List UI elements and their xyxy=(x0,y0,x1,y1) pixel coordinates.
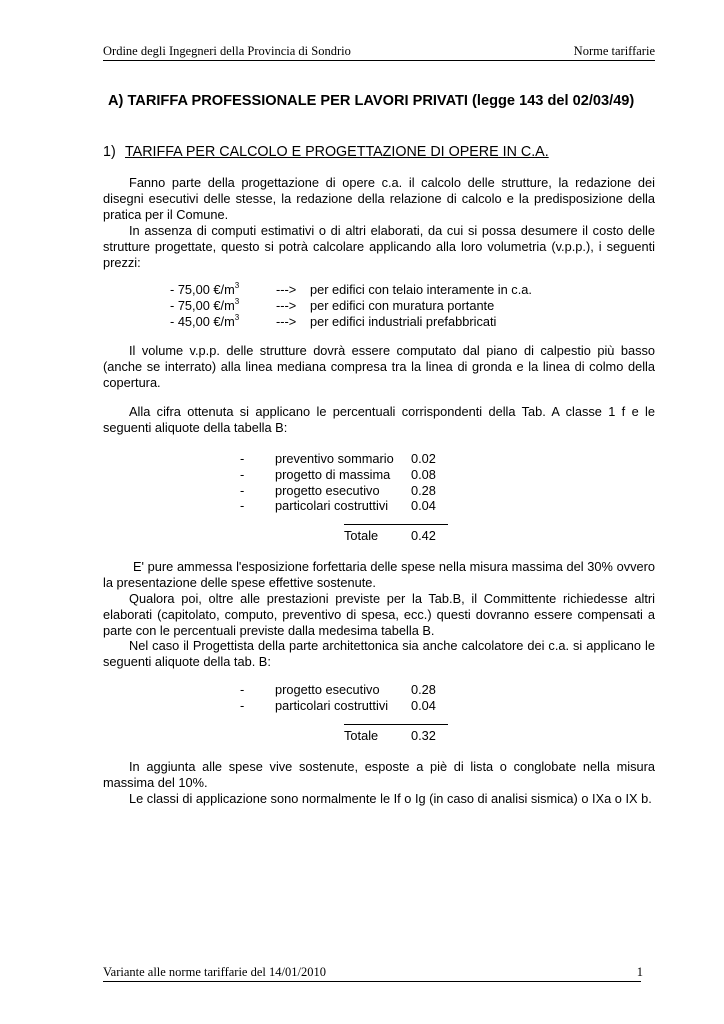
page-header xyxy=(103,44,655,61)
price-arrow: ---> xyxy=(276,282,297,297)
header-document-title: Norme tariffarie xyxy=(573,44,655,58)
row-label: preventivo sommario xyxy=(275,451,394,466)
paragraph-8: In aggiunta alle spese vive sostenute, esposte a piè di lista o conglobate nella misura massima del 10%. xyxy=(103,759,655,790)
table1-row: - progetto esecutivo 0.28 xyxy=(240,483,436,498)
table1-total xyxy=(344,528,436,544)
paragraph-5: E' pure ammessa l'esposizione forfettaria delle spese nella misura massima del 30% ovvero la presentazione delle spese effettive sostenute. xyxy=(103,559,655,590)
table2-row: - particolari costruttivi 0.04 xyxy=(240,698,436,713)
row-value: 0.04 xyxy=(411,698,436,713)
paragraph-3: Il volume v.p.p. delle strutture dovrà essere computato dal piano di calpestio più basso (anche se interrato) alla linea mediana compresa tra la linea di gronda e la linea di colmo della copertura. xyxy=(103,343,655,390)
price-line-2 xyxy=(170,298,494,314)
paragraph-9: Le classi di applicazione sono normalmente le If o Ig (in caso di analisi sismica) o IXa o IX b. xyxy=(129,791,652,806)
price-value: - 75,00 $€/m^3$ xyxy=(170,297,240,313)
total-label: Totale xyxy=(344,528,379,543)
total-label: Totale xyxy=(344,728,379,743)
section-title xyxy=(103,144,549,160)
price-description: per edifici con telaio interamente in c.a. xyxy=(310,282,532,297)
footer-rule xyxy=(103,981,565,982)
table1-row: - particolari costruttivi 0.04 xyxy=(240,498,436,513)
paragraph-7: Nel caso il Progettista della parte architettonica sia anche calcolatore dei c.a. si applicano le seguenti aliquote della tab. B: xyxy=(103,638,655,669)
row-label: particolari costruttivi xyxy=(275,498,389,513)
row-value: 0.02 xyxy=(411,451,436,466)
total-value: 0.32 xyxy=(411,728,436,743)
row-value: 0.08 xyxy=(411,467,436,482)
row-label: particolari costruttivi xyxy=(275,698,389,713)
footer-revision: Variante alle norme tariffarie del 14/01/2010 xyxy=(103,965,326,979)
row-value: 0.28 xyxy=(411,682,436,697)
main-title: A) TARIFFA PROFESSIONALE PER LAVORI PRIVATI (legge 143 del 02/03/49) xyxy=(108,93,635,109)
row-value: 0.04 xyxy=(411,498,436,513)
price-value: - 75,00 $€/m^3$ xyxy=(170,281,240,297)
paragraph-6: Qualora poi, oltre alle prestazioni previste per la Tab.B, il Committente richiedesse altri elaborati (capitolato, computo, preventivo di spesa, ecc.) questi dovranno essere compensati a parte con le percentuali previste dalla medesima tabella B. xyxy=(103,591,655,638)
price-line-1 xyxy=(170,282,532,298)
page-number: 1 xyxy=(636,965,643,979)
table1-row: - preventivo sommario 0.02 xyxy=(240,451,436,466)
table1-total-rule xyxy=(344,524,448,525)
footer-rule xyxy=(565,981,641,982)
table2-row: - progetto esecutivo 0.28 xyxy=(240,682,436,697)
row-label: progetto di massima xyxy=(275,467,391,482)
section-number: 1) xyxy=(103,144,116,160)
price-arrow: ---> xyxy=(276,314,297,329)
price-arrow: ---> xyxy=(276,298,297,313)
price-line-3 xyxy=(170,314,496,330)
table1-row: - progetto di massima 0.08 xyxy=(240,467,436,482)
row-value: 0.28 xyxy=(411,483,436,498)
row-label: progetto esecutivo xyxy=(275,682,380,697)
header-organization: Ordine degli Ingegneri della Provincia di Sondrio xyxy=(103,44,351,58)
price-description: per edifici industriali prefabbricati xyxy=(310,314,497,329)
paragraph-2: In assenza di computi estimativi o di altri elaborati, da cui si possa desumere il costo delle strutture progettate, questo si potrà calcolare applicando alla loro volumetria (v.p.p.), i seguenti prezzi: xyxy=(103,223,655,270)
price-description: per edifici con muratura portante xyxy=(310,298,495,313)
paragraph-1: Fanno parte della progettazione di opere c.a. il calcolo delle strutture, la redazione dei disegni esecutivi delle stesse, la redazione della relazione di calcolo e la predisposizione della pratica per il Comune. xyxy=(103,175,655,222)
paragraph-4: Alla cifra ottenuta si applicano le percentuali corrispondenti della Tab. A classe 1 f e le seguenti aliquote della tabella B: xyxy=(103,404,655,435)
row-label: progetto esecutivo xyxy=(275,483,380,498)
table2-total xyxy=(344,728,436,744)
page-footer xyxy=(103,965,655,981)
table2-total-rule xyxy=(344,724,448,725)
price-value: - 45,00 $€/m^3$ xyxy=(170,313,240,329)
section-title-text: TARIFFA PER CALCOLO E PROGETTAZIONE DI OPERE IN C.A. xyxy=(125,144,549,160)
total-value: 0.42 xyxy=(411,528,436,543)
